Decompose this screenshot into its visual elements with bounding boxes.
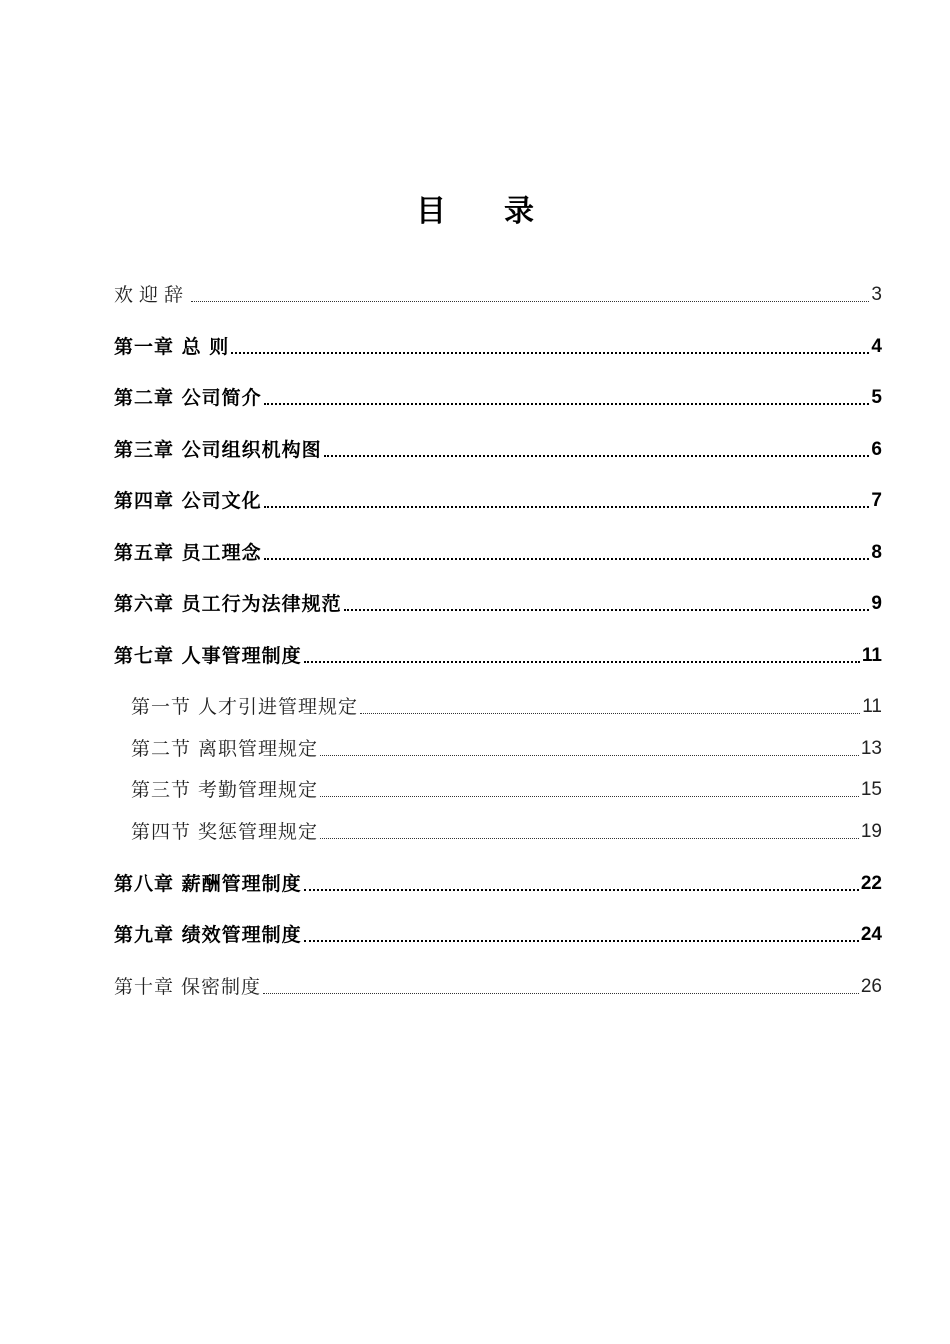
- toc-entry-page: 26: [860, 976, 882, 997]
- toc-entry-chapter-7[interactable]: [114, 639, 882, 669]
- toc-entry-page: 8: [871, 542, 882, 563]
- toc-entry-label: 第三章 公司组织机构图: [114, 439, 322, 461]
- toc-entry-page: 19: [860, 821, 882, 842]
- toc-leader-dots: [360, 713, 860, 714]
- toc-entry-label: 第二章 公司简介: [114, 387, 262, 409]
- toc-entry-label: 第八章 薪酬管理制度: [114, 873, 302, 895]
- toc-leader-dots: [304, 889, 859, 891]
- toc-entry-page: 4: [871, 336, 882, 357]
- toc-leader-dots: [304, 940, 859, 942]
- toc-leader-dots: [191, 301, 869, 302]
- toc-entry-section-7-3[interactable]: [131, 773, 882, 803]
- page-title-char-1: 目: [416, 194, 446, 229]
- toc-leader-dots: [264, 506, 870, 508]
- toc-entry-section-7-2[interactable]: [131, 732, 882, 762]
- toc-entry-chapter-2[interactable]: [114, 381, 882, 411]
- toc-entry-label: 第二节 离职管理规定: [131, 738, 319, 760]
- toc-entry-label: 第三节 考勤管理规定: [131, 779, 319, 801]
- toc-entry-page: 7: [871, 490, 882, 511]
- toc-entry-chapter-8[interactable]: [114, 867, 882, 897]
- toc-entry-label: 第一章 总 则: [114, 336, 230, 358]
- toc-entry-page: 11: [861, 645, 882, 666]
- toc-entry-chapter-3[interactable]: [114, 433, 882, 463]
- toc-entry-label: 第七章 人事管理制度: [114, 645, 302, 667]
- toc-entry-label: 第四节 奖惩管理规定: [131, 821, 319, 843]
- toc-entry-label: 第一节 人才引进管理规定: [131, 696, 359, 718]
- toc-entry-chapter-9[interactable]: [114, 918, 882, 948]
- toc-entry-label: 欢迎辞: [114, 284, 190, 306]
- toc-entry-page: 13: [860, 738, 882, 759]
- toc-leader-dots: [320, 755, 859, 756]
- toc-leader-dots: [231, 352, 869, 354]
- toc-entry-chapter-4[interactable]: [114, 484, 882, 514]
- toc-leader-dots: [264, 558, 870, 560]
- toc-entry-label: 第九章 绩效管理制度: [114, 924, 302, 946]
- toc-entry-welcome[interactable]: [114, 278, 882, 308]
- toc-entry-label: 第十章 保密制度: [114, 976, 262, 998]
- toc-entry-label: 第六章 员工行为法律规范: [114, 593, 342, 615]
- toc-leader-dots: [320, 838, 859, 839]
- toc-entry-section-7-4[interactable]: [131, 815, 882, 845]
- toc-entry-page: 22: [860, 873, 882, 894]
- toc-entry-chapter-6[interactable]: [114, 587, 882, 617]
- toc-entry-label: 第五章 员工理念: [114, 542, 262, 564]
- toc-leader-dots: [344, 609, 870, 611]
- page-title-char-2: 录: [504, 194, 534, 229]
- toc-entry-chapter-10[interactable]: [114, 970, 882, 1000]
- toc-leader-dots: [304, 661, 860, 663]
- toc-entry-page: 15: [860, 779, 882, 800]
- toc-entry-page: 11: [862, 696, 882, 717]
- toc-entry-chapter-5[interactable]: [114, 536, 882, 566]
- page-title: [0, 192, 950, 232]
- toc-entry-page: 5: [871, 387, 882, 408]
- toc-entry-label: 第四章 公司文化: [114, 490, 262, 512]
- toc-entry-chapter-1[interactable]: [114, 330, 882, 360]
- toc-leader-dots: [320, 796, 859, 797]
- toc-leader-dots: [324, 455, 870, 457]
- toc-entry-page: 9: [871, 593, 882, 614]
- toc-leader-dots: [264, 403, 870, 405]
- toc-entry-page: 3: [871, 284, 882, 305]
- toc-entry-page: 24: [860, 924, 882, 945]
- toc-entry-section-7-1[interactable]: [131, 690, 882, 720]
- toc-leader-dots: [263, 993, 859, 994]
- toc-entry-page: 6: [871, 439, 882, 460]
